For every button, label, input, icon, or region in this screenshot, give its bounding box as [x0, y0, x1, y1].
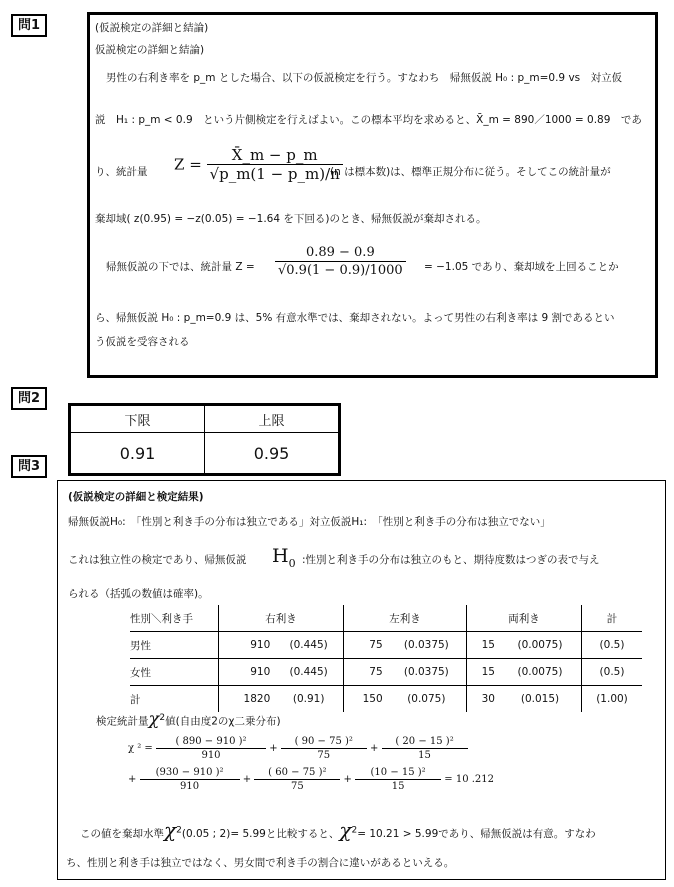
- table-row: 女性 910 (0.445) 75 (0.0375) 15 (0.0075) (0.5): [130, 659, 642, 686]
- chi-square-formula-row-1: χ ² = $\frac{\text{( 890 − 910 )²}}{910}$ + $\frac{\text{( 90 − 75 )²}}{75}$ + $\frac{\text{( 20 − 15 )²}}{15}$: [128, 735, 468, 762]
- upper-limit-value: 0.95: [205, 433, 340, 475]
- q3-heading: (仮説検定の詳細と検定結果): [68, 491, 204, 503]
- q1-text-line-5a: 帰無仮説の下では、統計量 Z =: [106, 261, 255, 273]
- q3-text-line-3: られる（括弧の数値は確率)。: [68, 588, 209, 600]
- expected-frequency-table: [130, 605, 642, 712]
- chi-square-stat-label: 検定統計量$\chi^2$値(自由度2のχ二乗分布): [96, 708, 281, 730]
- lower-limit-header: 下限: [70, 405, 205, 433]
- table-header-right: 右利き: [219, 605, 344, 632]
- lower-limit-value: 0.91: [70, 433, 205, 475]
- computed-statistic-fraction: [275, 244, 406, 279]
- q1-text-line-2: 説 H₁ : p_m < 0.9 という片側検定を行えばよい。この標本平均を求めると、X̄_m = 890／1000 = 0.89 であ: [95, 114, 642, 126]
- computed-denominator: √0.9(1 − 0.9)/1000: [278, 263, 403, 278]
- table-header-left: 左利き: [344, 605, 467, 632]
- formula-lhs: Z =: [174, 155, 202, 174]
- test-statistic-formula: [174, 146, 343, 183]
- question-1-label: 問1: [11, 14, 47, 37]
- q1-text-line-6: ら、帰無仮説 H₀ : p_m=0.9 は、5% 有意水準では、棄却されない。よって男性の右利き率は 9 割であるとい: [95, 312, 615, 324]
- q1-text-line-4: 棄却域( z(0.95) = −z(0.05) = −1.64 を下回る)のとき、帰無仮説が棄却される。: [95, 213, 487, 225]
- q3-text-line-2a: これは独立性の検定であり、帰無仮説: [68, 554, 247, 566]
- q1-text-line-7: う仮説を受容される: [95, 336, 190, 348]
- q3-text-line-2b: :性別と利き手の分布は独立のもと、期待度数はつぎの表で与え: [302, 554, 600, 566]
- formula-numerator: X̄_m − p_m: [207, 146, 343, 165]
- formula-fraction: [207, 146, 343, 183]
- chi-square-formula-row-2: + $\frac{\text{(930 − 910 )²}}{910}$ + $\frac{\text{( 60 − 75 )²}}{75}$ + $\frac{\text{(10 − 15 )²}}{15}$ = 10 .212: [128, 767, 495, 792]
- question-1-answer-box: [87, 12, 658, 378]
- table-header-corner: 性別＼利き手: [130, 612, 193, 625]
- q1-text-line-3b: (n は標本数)は、標準正規分布に従う。そしてこの統計量が: [330, 166, 611, 178]
- question-2-label: 問2: [11, 387, 47, 410]
- q1-heading: (仮説検定の詳細と結論): [95, 22, 209, 34]
- table-header-total: 計: [582, 605, 643, 632]
- question-3-label: 問3: [11, 455, 47, 478]
- table-row: 男性 910 (0.445) 75 (0.0375) 15 (0.0075) (0.5): [130, 632, 642, 659]
- q3-hypotheses: 帰無仮説H₀: 「性別と利き手の分布は独立である」対立仮説H₁: 「性別と利き手の分布は独立でない」: [68, 516, 551, 528]
- formula-denominator: √p_m(1 − p_m)/n: [209, 165, 340, 183]
- table-header-both: 両利き: [467, 605, 582, 632]
- null-hypothesis-symbol: $H_0$: [272, 545, 296, 570]
- q1-text-line-1: 男性の右利き率を p_m とした場合、以下の仮説検定を行う。すなわち 帰無仮説 H₀ : p_m=0.9 vs 対立仮: [106, 72, 623, 84]
- q1-text-line-5b: = −1.05 であり、棄却域を上回ることか: [424, 261, 619, 273]
- q3-conclusion-line-2: ち、性別と利き手は独立ではなく、男女間で利き手の割合に違いがあるといえる。: [66, 857, 455, 869]
- table-row: 計 1820 (0.91) 150 (0.075) 30 (0.015) (1.00): [130, 686, 642, 713]
- computed-numerator: 0.89 − 0.9: [275, 244, 406, 262]
- q1-text-line-3a: り、統計量: [95, 166, 148, 178]
- confidence-interval-table: [68, 403, 341, 476]
- upper-limit-header: 上限: [205, 405, 340, 433]
- q1-subheading: 仮説検定の詳細と結論): [95, 44, 205, 56]
- q3-conclusion-line-1: この値を棄却水準$\chi^2(0.05$ ; 2)= 5.99と比較すると、$\chi^2= 10.21 > 5.99$であり、帰無仮説は有意。すなわ: [80, 818, 596, 842]
